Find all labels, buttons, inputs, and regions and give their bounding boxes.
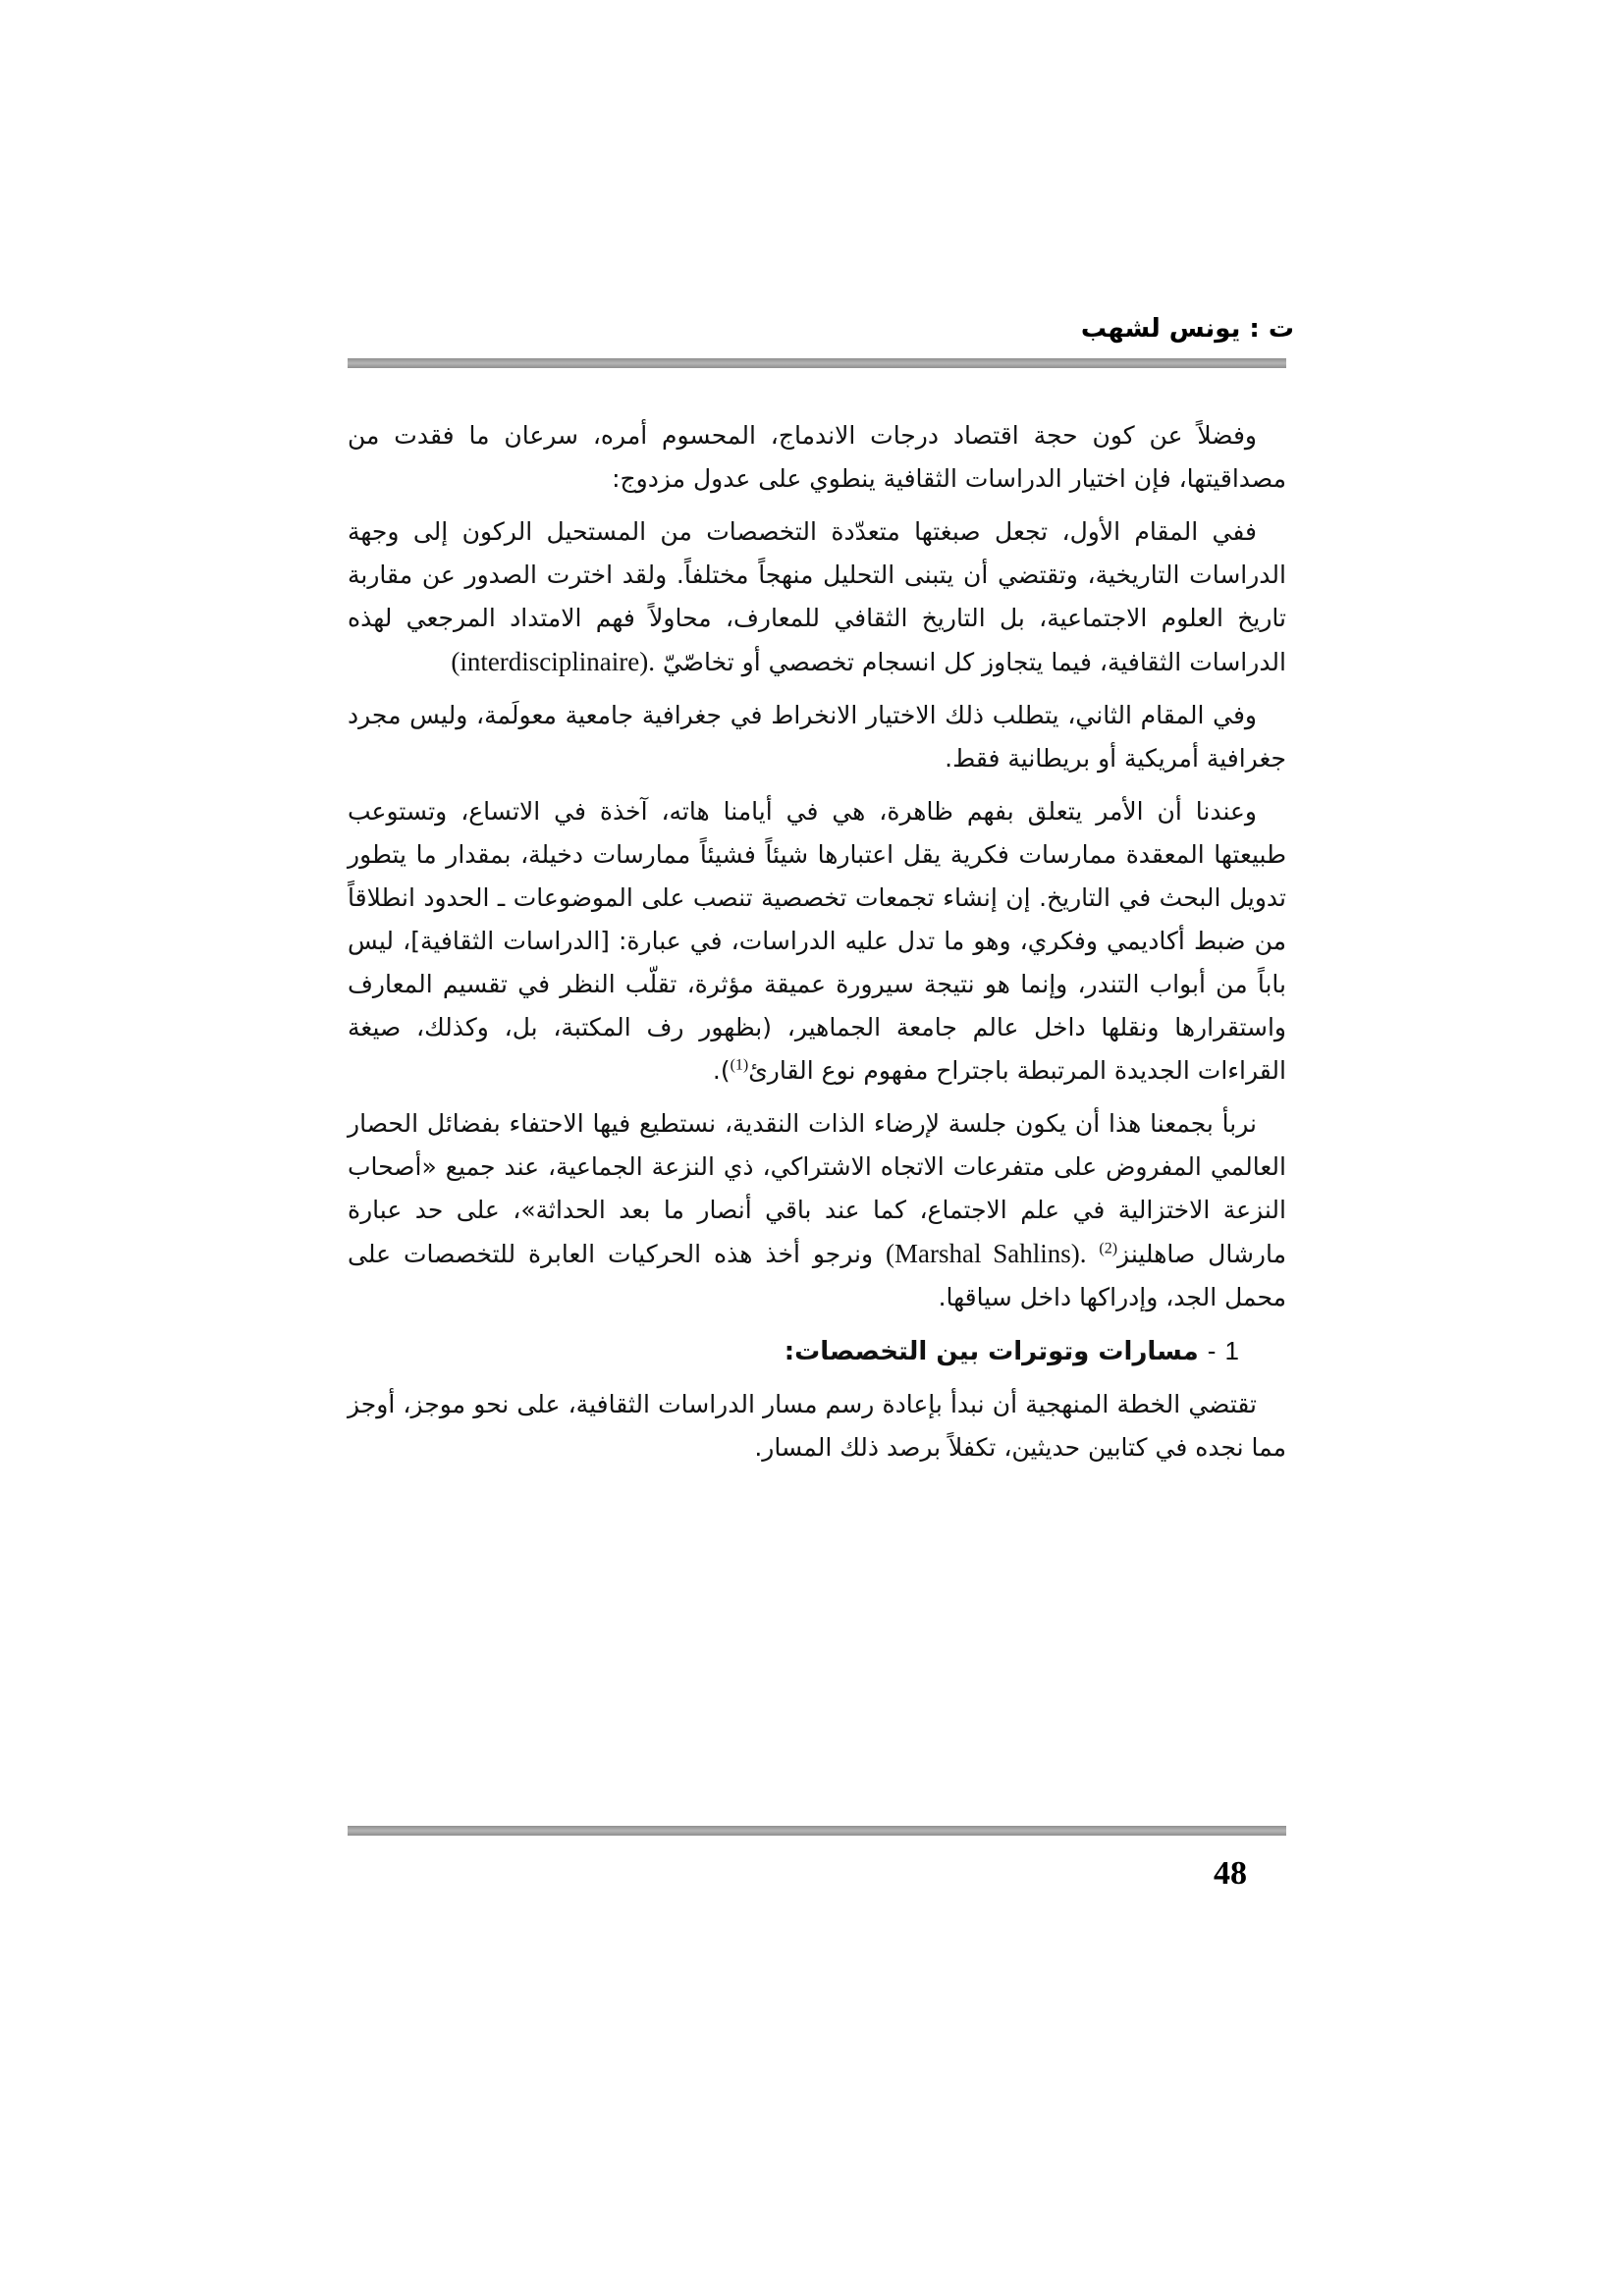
paragraph-2 [348, 510, 1286, 684]
section-dash: - [1207, 1336, 1217, 1365]
paragraph-5-cont: ونرجو أخذ هذه الحركيات العابرة للتخصصات على محمل الجد، وإدراكها داخل سياقها. [348, 1240, 1286, 1311]
paragraph-4-end: ). [712, 1056, 731, 1085]
paragraph-4-text: وعندنا أن الأمر يتعلق بفهم ظاهرة، هي في أيامنا هاته، آخذة في الاتساع، وتستوعب طبيعتها المعقدة ممارسات فكرية يقل اعتبارها شيئاً فشيئاً ممارسات دخيلة، بمقدار ما يتطور تدويل البحث في التاريخ. إن إنشاء تجمعات تخصصية تنصب على الموضوعات ـ الحدود انطلاقاً من ضبط أكاديمي وفكري، وهو ما تدل عليه الدراسات، في عبارة: [الدراسات الثقافية]، ليس باباً من أبواب التندر، وإنما هو نتيجة سيرورة عميقة مؤثرة، تقلّب النظر في تقسيم المعارف واستقرارها ونقلها داخل عالم جامعة الجماهير، (بظهور رف المكتبة، بل، وكذلك، صيغة القراءات الجديدة المرتبطة باجتراح مفهوم نوع القارئ [348, 797, 1286, 1085]
paragraph-2-text: ففي المقام الأول، تجعل صبغتها متعدّدة التخصصات من المستحيل الركون إلى وجهة الدراسات التاريخية، وتقتضي أن يتبنى التحليل منهجاً مختلفاً. ولقد اخترت الصدور عن مقاربة تاريخ العلوم الاجتماعية، بل التاريخ الثقافي للمعارف، محاولاً فهم الامتداد المرجعي لهذه الدراسات الثقافية، فيما يتجاوز كل انسجام تخصصي أو تخاصّيّ [348, 517, 1286, 676]
running-head: ت : يونس لشهب [1080, 314, 1294, 344]
paragraph-3-text: وفي المقام الثاني، يتطلب ذلك الاختيار الانخراط في جغرافية جامعية معولَمة، وليس مجرد جغرافية أمريكية أو بريطانية فقط. [348, 701, 1286, 773]
paragraph-5 [348, 1102, 1286, 1319]
footnote-ref-1: (1) [730, 1056, 749, 1074]
latin-term: (interdisciplinaire). [451, 647, 655, 676]
paragraph-4 [348, 790, 1286, 1093]
paragraph-3 [348, 694, 1286, 780]
section-heading [348, 1329, 1286, 1373]
body-text [348, 414, 1286, 1479]
paragraph-6-text: تقتضي الخطة المنهجية أن نبدأ بإعادة رسم مسار الدراسات الثقافية، على نحو موجز، أوجز مما نجده في كتابين حديثين، تكفلاً برصد ذلك المسار. [348, 1390, 1286, 1462]
latin-name: (Marshal Sahlins). [885, 1239, 1087, 1268]
paragraph-1-text: وفضلاً عن كون حجة اقتصاد درجات الاندماج، المحسوم أمره، سرعان ما فقدت من مصداقيتها، فإن اختيار الدراسات الثقافية ينطوي على عدول مزدوج: [348, 421, 1286, 493]
page-number: 48 [1214, 1855, 1247, 1892]
section-number: 1 [1224, 1336, 1239, 1365]
section-title: مسارات وتوترات بين التخصصات: [784, 1337, 1199, 1366]
header-rule [348, 358, 1286, 368]
paragraph-6 [348, 1383, 1286, 1469]
footer-rule [348, 1826, 1286, 1836]
paragraph-5-text: نربأ بجمعنا هذا أن يكون جلسة لإرضاء الذات النقدية، نستطيع فيها الاحتفاء بفضائل الحصار العالمي المفروض على متفرعات الاتجاه الاشتراكي، ذي النزعة الجماعية، عند جميع «أصحاب النزعة الاختزالية في علم الاجتماع، كما عند باقي أنصار ما بعد الحداثة»، على حد عبارة مارشال صاهلينز [348, 1109, 1286, 1268]
footnote-ref-2: (2) [1099, 1240, 1118, 1257]
paragraph-1 [348, 414, 1286, 501]
